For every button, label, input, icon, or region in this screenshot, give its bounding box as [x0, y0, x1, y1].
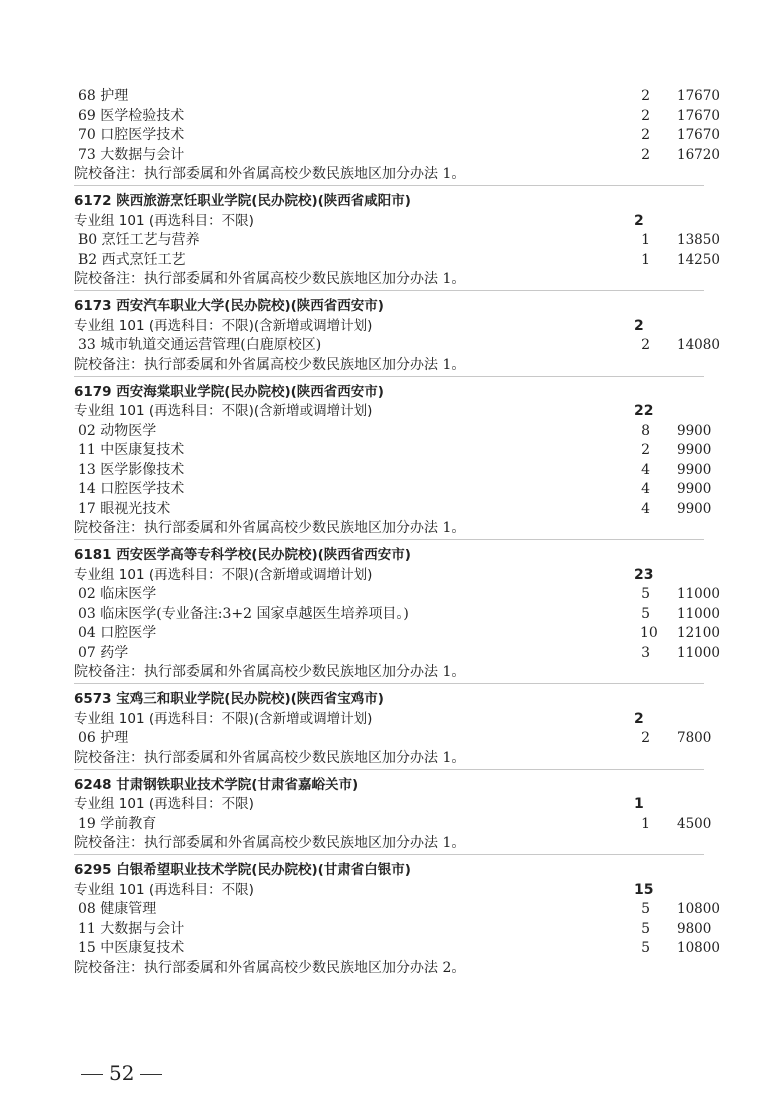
major-row: [0, 335, 777, 355]
school-title: 6179 西安海棠职业学院(民办院校)(陕西省西安市): [74, 384, 384, 400]
tuition-fee: 7800: [677, 730, 712, 746]
school-note: [0, 748, 777, 768]
group-row: [0, 794, 777, 814]
plan-count: 2: [641, 88, 650, 104]
school-note-text: 院校备注：执行部委属和外省属高校少数民族地区加分办法 1。: [74, 357, 466, 373]
plan-count: 2: [641, 108, 650, 124]
group-count: 15: [634, 882, 654, 898]
school-note-text: 院校备注：执行部委属和外省属高校少数民族地区加分办法 1。: [74, 835, 466, 851]
divider: [74, 683, 704, 684]
major-row: [0, 440, 777, 460]
plan-count: 4: [641, 501, 650, 517]
plan-count: 8: [641, 423, 650, 439]
tuition-fee: 17670: [677, 127, 720, 143]
major-row: [0, 125, 777, 145]
major-name: 14 口腔医学技术: [78, 481, 185, 497]
major-name: 19 学前教育: [78, 816, 157, 832]
tuition-fee: 12100: [677, 625, 720, 641]
major-row: [0, 250, 777, 270]
school-title-row: [0, 689, 777, 709]
major-name: B0 烹饪工艺与营养: [78, 232, 200, 248]
major-row: [0, 86, 777, 106]
major-row: [0, 499, 777, 519]
major-row: [0, 106, 777, 126]
tuition-fee: 11000: [677, 606, 720, 622]
tuition-fee: 9900: [677, 442, 712, 458]
school-note: [0, 662, 777, 682]
group-count: 1: [634, 796, 644, 812]
school-note-text: 院校备注：执行部委属和外省属高校少数民族地区加分办法 1。: [74, 271, 466, 287]
school-title: 6573 宝鸡三和职业学院(民办院校)(陕西省宝鸡市): [74, 691, 384, 707]
tuition-fee: 16720: [677, 147, 720, 163]
tuition-fee: 14080: [677, 337, 720, 353]
major-name: 13 医学影像技术: [78, 462, 185, 478]
tuition-fee: 17670: [677, 88, 720, 104]
plan-count: 2: [641, 442, 650, 458]
tuition-fee: 9900: [677, 501, 712, 517]
school-title-row: [0, 860, 777, 880]
group-row: [0, 211, 777, 231]
major-name: 08 健康管理: [78, 901, 157, 917]
major-name: 73 大数据与会计: [78, 147, 185, 163]
major-row: [0, 604, 777, 624]
major-name: 06 护理: [78, 730, 129, 746]
plan-count: 3: [641, 645, 650, 661]
group-title: 专业组 101 (再选科目：不限): [74, 796, 254, 812]
plan-count: 1: [641, 232, 650, 248]
major-name: 07 药学: [78, 645, 129, 661]
major-row: [0, 623, 777, 643]
group-title: 专业组 101 (再选科目：不限)(含新增或调增计划): [74, 403, 373, 419]
major-name: 11 大数据与会计: [78, 921, 185, 937]
divider: [74, 539, 704, 540]
school-title-row: [0, 191, 777, 211]
major-name: 33 城市轨道交通运营管理(白鹿原校区): [78, 337, 322, 353]
plan-count: 4: [641, 462, 650, 478]
major-row: [0, 814, 777, 834]
major-row: [0, 230, 777, 250]
group-row: [0, 565, 777, 585]
divider: [74, 290, 704, 291]
major-name: 69 医学检验技术: [78, 108, 185, 124]
school-note-text: 院校备注：执行部委属和外省属高校少数民族地区加分办法 2。: [74, 960, 466, 976]
major-name: 04 口腔医学: [78, 625, 157, 641]
tuition-fee: 13850: [677, 232, 720, 248]
school-note-text: 院校备注：执行部委属和外省属高校少数民族地区加分办法 1。: [74, 166, 466, 182]
major-row: [0, 643, 777, 663]
divider: [74, 185, 704, 186]
plan-count: 2: [641, 337, 650, 353]
plan-count: 1: [641, 816, 650, 832]
tuition-fee: 9900: [677, 462, 712, 478]
major-name: 03 临床医学(专业备注:3+2 国家卓越医生培养项目。): [78, 606, 409, 622]
school-title-row: [0, 296, 777, 316]
major-row: [0, 919, 777, 939]
page-number: 52: [109, 1061, 135, 1085]
group-title: 专业组 101 (再选科目：不限): [74, 882, 254, 898]
school-note: [0, 269, 777, 289]
major-row: [0, 479, 777, 499]
school-title-row: [0, 382, 777, 402]
school-note-text: 院校备注：执行部委属和外省属高校少数民族地区加分办法 1。: [74, 520, 466, 536]
major-name: 11 中医康复技术: [78, 442, 185, 458]
divider: [74, 769, 704, 770]
tuition-fee: 9900: [677, 481, 712, 497]
tuition-fee: 14250: [677, 252, 720, 268]
school-note: [0, 833, 777, 853]
page-footer: [75, 1061, 168, 1085]
tuition-fee: 11000: [677, 645, 720, 661]
footer-dash-left: [81, 1074, 103, 1075]
major-name: 17 眼视光技术: [78, 501, 171, 517]
major-name: 70 口腔医学技术: [78, 127, 185, 143]
school-note: [0, 164, 777, 184]
major-name: B2 西式烹饪工艺: [78, 252, 186, 268]
plan-count: 4: [641, 481, 650, 497]
plan-count: 5: [641, 940, 650, 956]
school-note: [0, 355, 777, 375]
school-title: 6248 甘肃钢铁职业技术学院(甘肃省嘉峪关市): [74, 777, 359, 793]
major-row: [0, 460, 777, 480]
school-title-row: [0, 545, 777, 565]
tuition-fee: 17670: [677, 108, 720, 124]
major-row: [0, 421, 777, 441]
school-title: 6181 西安医学高等专科学校(民办院校)(陕西省西安市): [74, 547, 411, 563]
major-row: [0, 728, 777, 748]
tuition-fee: 9800: [677, 921, 712, 937]
group-count: 23: [634, 567, 654, 583]
major-row: [0, 938, 777, 958]
group-title: 专业组 101 (再选科目：不限)(含新增或调增计划): [74, 318, 373, 334]
plan-count: 1: [641, 252, 650, 268]
group-count: 2: [634, 711, 644, 727]
plan-count: 2: [641, 127, 650, 143]
school-note-text: 院校备注：执行部委属和外省属高校少数民族地区加分办法 1。: [74, 664, 466, 680]
plan-count: 5: [641, 901, 650, 917]
school-note: [0, 958, 777, 978]
major-name: 02 动物医学: [78, 423, 157, 439]
major-row: [0, 145, 777, 165]
school-title: 6172 陕西旅游烹饪职业学院(民办院校)(陕西省咸阳市): [74, 193, 411, 209]
school-title: 6173 西安汽车职业大学(民办院校)(陕西省西安市): [74, 298, 384, 314]
group-count: 2: [634, 318, 644, 334]
tuition-fee: 10800: [677, 901, 720, 917]
tuition-fee: 10800: [677, 940, 720, 956]
group-row: [0, 709, 777, 729]
major-name: 02 临床医学: [78, 586, 157, 602]
divider: [74, 854, 704, 855]
plan-count: 10: [640, 625, 658, 641]
group-title: 专业组 101 (再选科目：不限): [74, 213, 254, 229]
major-row: [0, 584, 777, 604]
tuition-fee: 9900: [677, 423, 712, 439]
plan-count: 5: [641, 606, 650, 622]
plan-count: 5: [641, 921, 650, 937]
school-note-text: 院校备注：执行部委属和外省属高校少数民族地区加分办法 1。: [74, 750, 466, 766]
tuition-fee: 11000: [677, 586, 720, 602]
divider: [74, 376, 704, 377]
group-row: [0, 401, 777, 421]
school-note: [0, 518, 777, 538]
group-count: 2: [634, 213, 644, 229]
group-count: 22: [634, 403, 654, 419]
group-row: [0, 880, 777, 900]
footer-dash-right: [140, 1074, 162, 1075]
group-title: 专业组 101 (再选科目：不限)(含新增或调增计划): [74, 567, 373, 583]
group-row: [0, 316, 777, 336]
school-title-row: [0, 775, 777, 795]
major-name: 15 中医康复技术: [78, 940, 185, 956]
group-title: 专业组 101 (再选科目：不限)(含新增或调增计划): [74, 711, 373, 727]
major-name: 68 护理: [78, 88, 129, 104]
plan-count: 2: [641, 730, 650, 746]
tuition-fee: 4500: [677, 816, 712, 832]
plan-count: 5: [641, 586, 650, 602]
major-row: [0, 899, 777, 919]
plan-count: 2: [641, 147, 650, 163]
school-title: 6295 白银希望职业技术学院(民办院校)(甘肃省白银市): [74, 862, 411, 878]
